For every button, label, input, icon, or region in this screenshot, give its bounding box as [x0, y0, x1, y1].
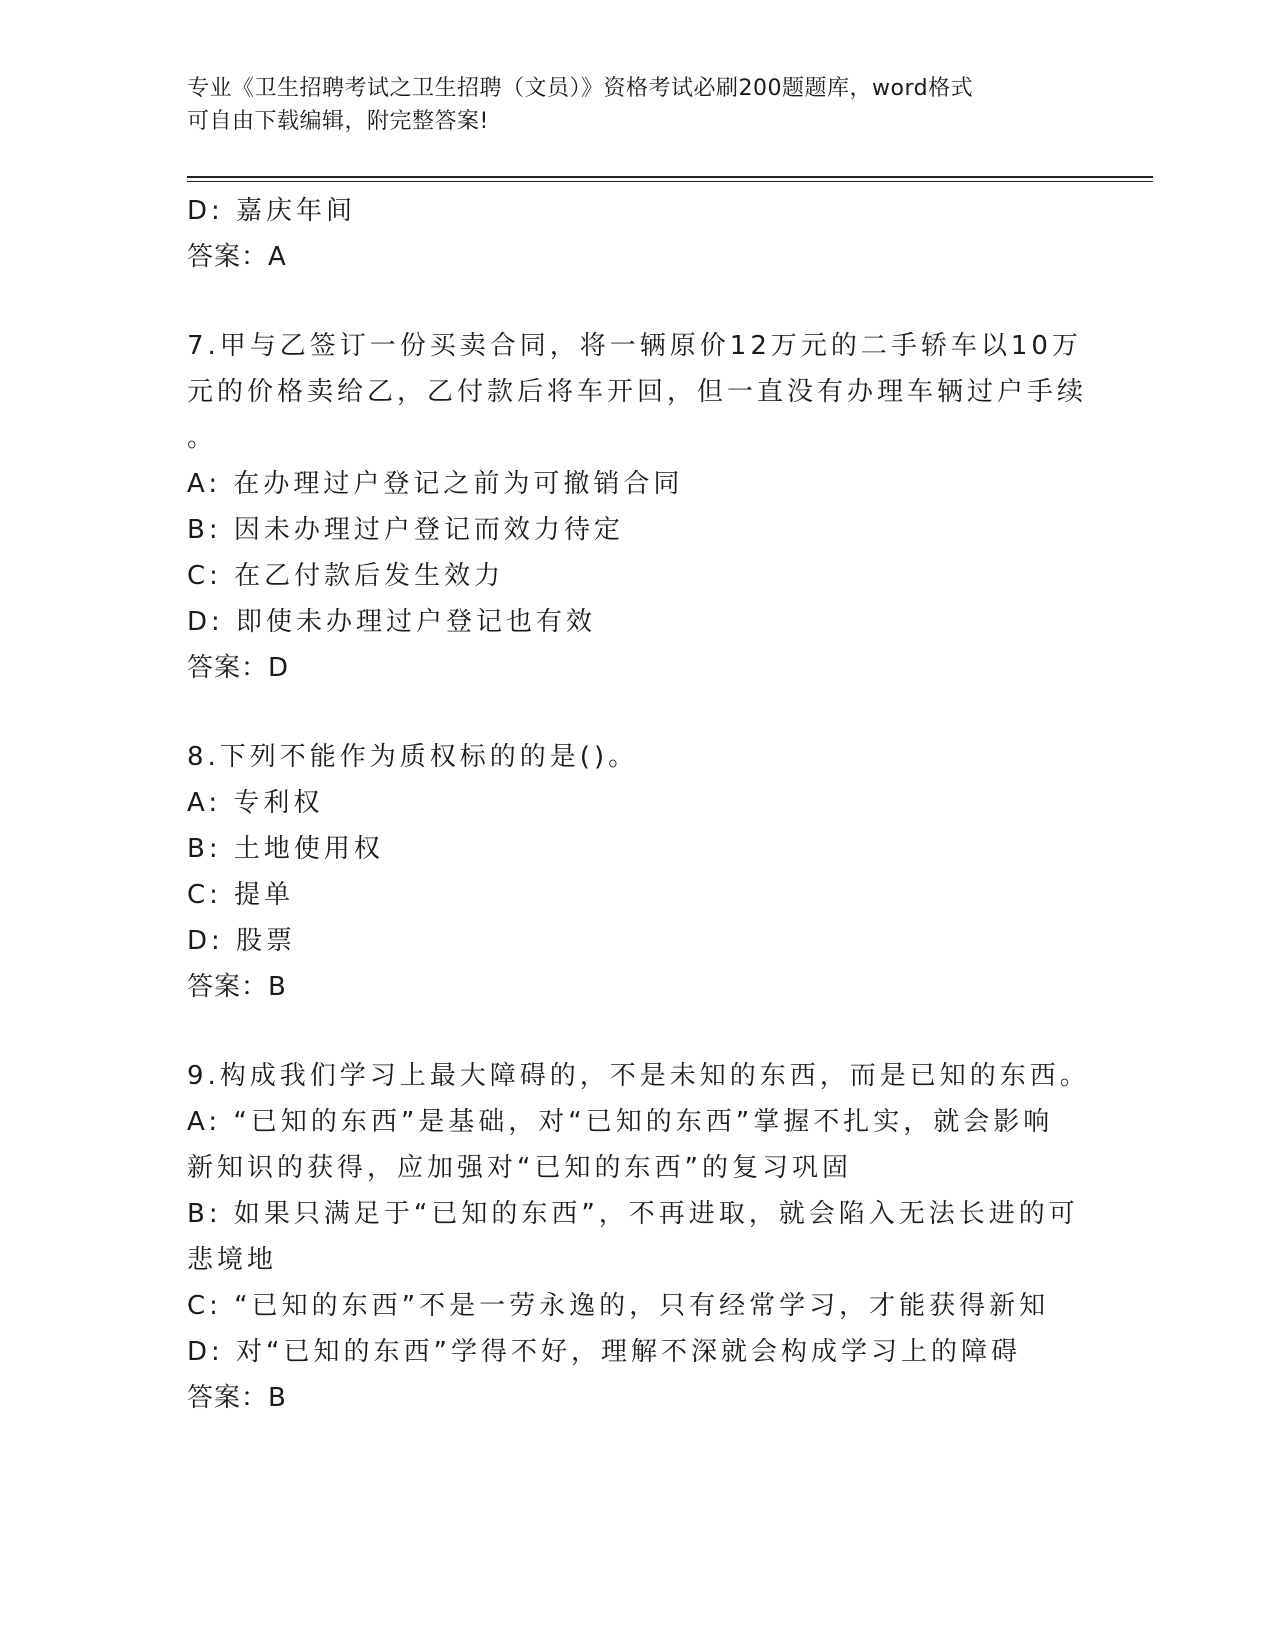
- q7-stem-line-2: 元的价格卖给乙，乙付款后将车开回，但一直没有办理车辆过户手续: [187, 377, 1088, 407]
- q9-option-b-line-1: B: 如果只满足于“已知的东西”，不再进取，就会陷入无法长进的可: [187, 1199, 1079, 1229]
- question-content: [187, 188, 1090, 1421]
- q8-stem: 8.下列不能作为质权标的的是()。: [187, 742, 639, 772]
- spacer: [187, 691, 1087, 734]
- q7-option-c: C: 在乙付款后发生效力: [187, 561, 505, 591]
- q7-stem-line-3: 。: [187, 423, 218, 453]
- header-line-1: 专业《卫生招聘考试之卫生招聘（文员）》资格考试必刷200题题库，word格式: [187, 76, 974, 101]
- q7-option-b: B: 因未办理过户登记而效力待定: [187, 515, 624, 545]
- header-line-2: 可自由下载编辑，附完整答案!: [187, 109, 489, 134]
- q7-answer: 答案：D: [187, 653, 290, 683]
- q9-option-a-line-1: A: “已知的东西”是基础，对“已知的东西”掌握不扎实，就会影响: [187, 1107, 1054, 1137]
- q9-option-c: C: “已知的东西”不是一劳永逸的，只有经常学习，才能获得新知: [187, 1291, 1050, 1321]
- q8-option-d: D: 股票: [187, 926, 297, 956]
- q9-option-b-line-2: 悲境地: [187, 1245, 278, 1275]
- q8-option-c: C: 提单: [187, 880, 295, 910]
- spacer: [187, 280, 1087, 323]
- q8-option-a: A: 专利权: [187, 788, 324, 818]
- header-divider-thick: [187, 176, 1153, 178]
- spacer: [187, 1010, 1087, 1053]
- document-header: [187, 72, 1087, 138]
- q7-stem-line-1: 7.甲与乙签订一份买卖合同，将一辆原价12万元的二手轿车以10万: [187, 331, 1082, 361]
- header-divider-thin: [187, 181, 1153, 182]
- q8-answer: 答案：B: [187, 972, 287, 1002]
- q9-option-a-line-2: 新知识的获得，应加强对“已知的东西”的复习巩固: [187, 1153, 852, 1183]
- q8-option-b: B: 土地使用权: [187, 834, 384, 864]
- q7-option-d: D: 即使未办理过户登记也有效: [187, 607, 597, 637]
- q7-option-a: A: 在办理过户登记之前为可撤销合同: [187, 469, 684, 499]
- q6-option-d: D: 嘉庆年间: [187, 196, 357, 226]
- q9-stem: 9.构成我们学习上最大障碍的，不是未知的东西，而是已知的东西。: [187, 1061, 1090, 1091]
- q9-option-d: D: 对“已知的东西”学得不好，理解不深就会构成学习上的障碍: [187, 1337, 1021, 1367]
- q6-answer: 答案：A: [187, 242, 287, 272]
- q9-answer: 答案：B: [187, 1383, 287, 1413]
